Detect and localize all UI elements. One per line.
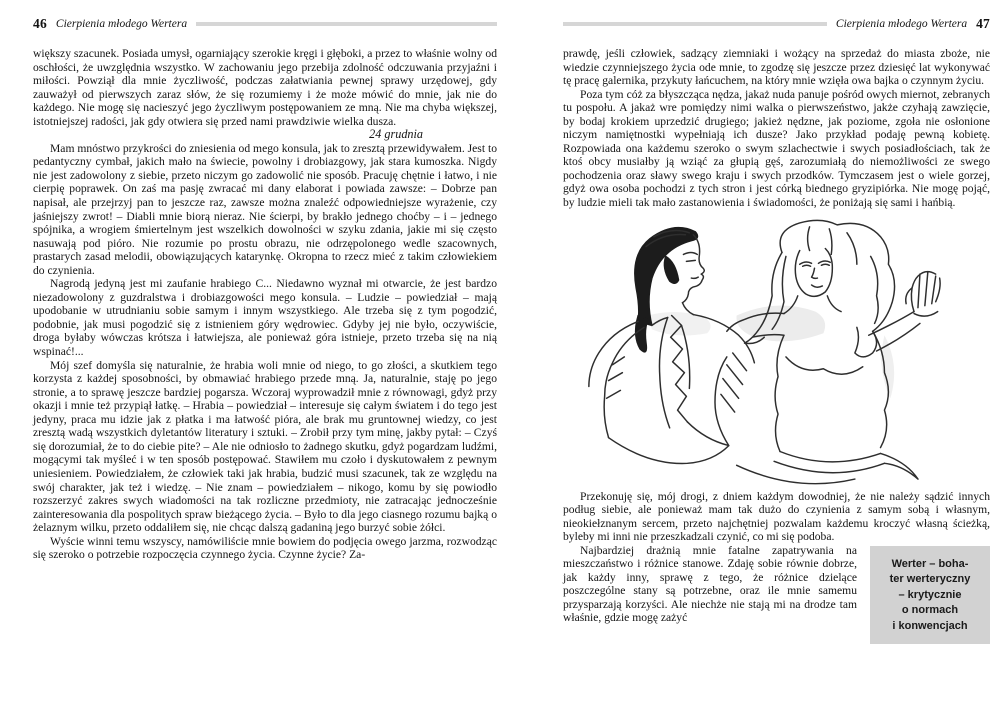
paragraph: Przekonuję się, mój drogi, z dniem każdym dowodniej, że nie należy sądzić innych podług siebie, ale ponieważ mam tak dużo do czynienia z samym sobą i własnym, nieokiełznanym sercem, przeto najchętniej pozwalam każdemu kroczyć własną ścieżką, byleby mi inni nie przeszkadzali czynić, co mi się podoba.: [563, 489, 990, 544]
paragraph: Mam mnóstwo przykrości do zniesienia od mego konsula, jak to zresztą przewidywałem. Jest to pedantyczny cymbał, jakich mało na świecie, powolny i drobiazgowy, jak stara kumoszka. Nigdy nie jest zadowolony z siebie, przeto niczym go zadowolić nie sposób. Pracuję chętnie i łatwo, i nie cierpię poprawek. On zaś ma pasję zwracać mi dany elaborat i powiada zawsze: – Dobrze pan napisał, ale przejrzyj pan to jeszcze raz, zawsze można znaleźć odpowiedniejsze wyrażenie, czy jaśniejszy zwrot! – Diabli mnie biorą nieraz. Nie ścierpi, by brakło jednego choćby – i – jednego spójnika, a wrogiem śmiertelnym jest wszelkich dowolności w szyku zdania, jakie mi się często nasuwają pod pióro. Nie rozumie po prostu obrazu, nie odrzępolonego wedle szacownych, prastarych zasad melodii, obowiązujących katarynkę. Okropna to rzecz mieć z takim człowiekiem do czynienia.: [33, 141, 497, 277]
margin-note-line: i konwencjach: [892, 619, 968, 632]
right-page-body: [563, 47, 990, 632]
right-page-header: [563, 16, 990, 31]
right-page-number: 47: [976, 15, 990, 31]
sketch-man-and-woman: [585, 217, 977, 485]
paragraph-with-margin-note: [563, 543, 990, 632]
paragraph: Nagrodą jedyną jest mi zaufanie hrabiego C... Niedawno wyznał mi otwarcie, że jest bardzo niezadowolony z guzdralstwa i drobiazgowości mego konsula. – Ludzie – powiedział – mają upodobanie w utrudnianiu sobie samym i innym wszystkiego. Ale trzeba się z tym pogodzić, podobnie, jak musi pogodzić się z istnieniem góry wędrowiec. Gdyby jej nie było, oczywiście, droga byłaby wówczas krótsza i łatwiejsza, ale ponieważ góra istnieje, przeto trzeba się na nią wspinać!...: [33, 277, 497, 359]
paragraph: większy szacunek. Posiada umysł, ogarniający szerokie kręgi i głęboki, a przez to właśnie wolny od oschłości, że uwzględnia wszystko. W zachowaniu jego przebija zdolność odczuwania przyjaźni i miłości. Powziął dla mnie życzliwość, podczas załatwiania pewnej sprawy urzędowej, gdy zauważył od pierwszych zaraz słów, że się rozumiemy i że może mówić do mnie, jak nie do każdego. Nie mogę się nacieszyć jego życzliwym postępowaniem ze mną. Nie ma chyba większej, istotniejszej radości, jak gdy otwiera się przed nami prawdziwie wielka dusza.: [33, 47, 497, 128]
left-page-header: [33, 16, 497, 31]
left-header-rule: [196, 22, 497, 26]
paragraph-text: Najbardziej drażnią mnie fatalne zapatrywania na mieszczaństwo i różnice stanowe. Zdaję sobie równie dobrze, jak każdy inny, sprawę z tego, że różnice dzielące poszczególne stany są potrzebne, oraz ile mnie samemu przysparzają korzyści. Ale niechże nie stają mi na drodze tam właśnie, gdzie mogę zażyć: [563, 543, 857, 625]
margin-note-line: ter werteryczny: [889, 573, 971, 586]
date-heading: 24 grudnia: [369, 127, 423, 142]
paragraph: prawdę, jeśli człowiek, sadzący ziemniaki i wożący na sprzedaż do miasta zboże, nie wiedzie czynniejszego życia ode mnie, to zgodzę się jeszcze przez dziesięć lat wykonywać tę pracę galernika, przykuty łańcuchem, na który mnie wzięła owa bajka o czynnym życiu.: [563, 47, 990, 88]
left-page-body: [33, 47, 497, 562]
right-running-title: Cierpienia młodego Wertera: [835, 17, 968, 30]
left-running-title: Cierpienia młodego Wertera: [55, 17, 188, 30]
left-page: [33, 16, 497, 562]
margin-note: [870, 546, 990, 645]
paragraph: Wyście winni temu wszyscy, namówiliście mnie bowiem do podjęcia owego jarzma, rozwodząc się szeroko o potrzebie rozpoczęcia czynnego życia. Czynne życie? Za-: [33, 534, 497, 562]
right-page: [563, 16, 990, 648]
paragraph: Poza tym cóż za błyszcząca nędza, jakaż nuda panuje pośród owych miernot, zebranych tu pospołu. A jakaż wre pomiędzy nimi walka o pierwszeństwo, jakże czyhają zawzięcie, by bodaj krokiem uprzedzić drugiego; jakież nędzne, jak poziome, zgoła nie osłonione niczym namiętnostki wypełniają ich dusze? Jako przykład podaję pewną kobietę. Rozpowiada ona każdemu szeroko o swym szlachectwie i swych posiadłościach, tak że ktoś obcy musiałby ją wziąć za głupią gęś, zarozumiałą do niemożliwości ze swego pochodzenia oraz sławy swego kraju i swych przodków. Tymczasem jest o wiele gorzej, gdyż owa osoba pochodzi z tych stron i jest córką biednego gryzipiórka. Nie mogę pojąć, by ludzie mieli tak mało zastanowienia i świadomości, że poniżają się sami i hańbią.: [563, 87, 990, 210]
paragraph: Mój szef domyśla się naturalnie, że hrabia woli mnie od niego, to go złości, a skutkiem tego korzysta z każdej sposobności, by obmawiać hrabiego przede mną. Ja, naturalnie, staję po jego stronie, a to sprawę jeszcze bardziej pogarsza. Wczoraj wyprowadził mnie z równowagi, gdyż przy okazji i mnie też przypiął łatkę. – Hrabia – powiedział – interesuje się całym światem i do tego jest jedyny, praca mu idzie jak z płatka i ma łatwość pióra, ale brak mu gruntownej wiedzy, co jest zresztą wadą wszystkich dyletantów literatury i sztuki. – Zrobił przy tym minę, jakby pytał: – Czyś się dorozumiał, że to do ciebie pite? – Ale nie odniosło to żadnego skutku, gdyż pogardzam ludźmi, mogącymi tak myśleć i w ten sposób postępować. Stawiłem mu czoło i dyskutowałem z pewnym uniesieniem. Powiedziałem, że człowiek taki jak hrabia, budzić musi szacunek, tak ze względu na swój charakter, jak też i wiedzę. – Nie znam – powiedziałem – nikogo, komu by się powiodło rozszerzyć zakres swych wiadomości na tak rozliczne przedmioty, nie zatracając jednocześnie zainteresowania dla pospolitych spraw bieżącego życia. – Było to dla jego ciasnego rozumu bajką o żelaznym wilku, przeto oddaliłem się, nie chcąc dalszą gadaniną jego burzyć sobie żółci.: [33, 358, 497, 535]
right-header-rule: [563, 22, 827, 26]
book-illustration: [585, 217, 977, 485]
margin-note-line: Werter – boha-: [891, 557, 969, 570]
margin-note-line: – krytycznie: [898, 588, 962, 601]
margin-note-line: o normach: [901, 604, 959, 617]
left-page-number: 46: [33, 15, 47, 31]
